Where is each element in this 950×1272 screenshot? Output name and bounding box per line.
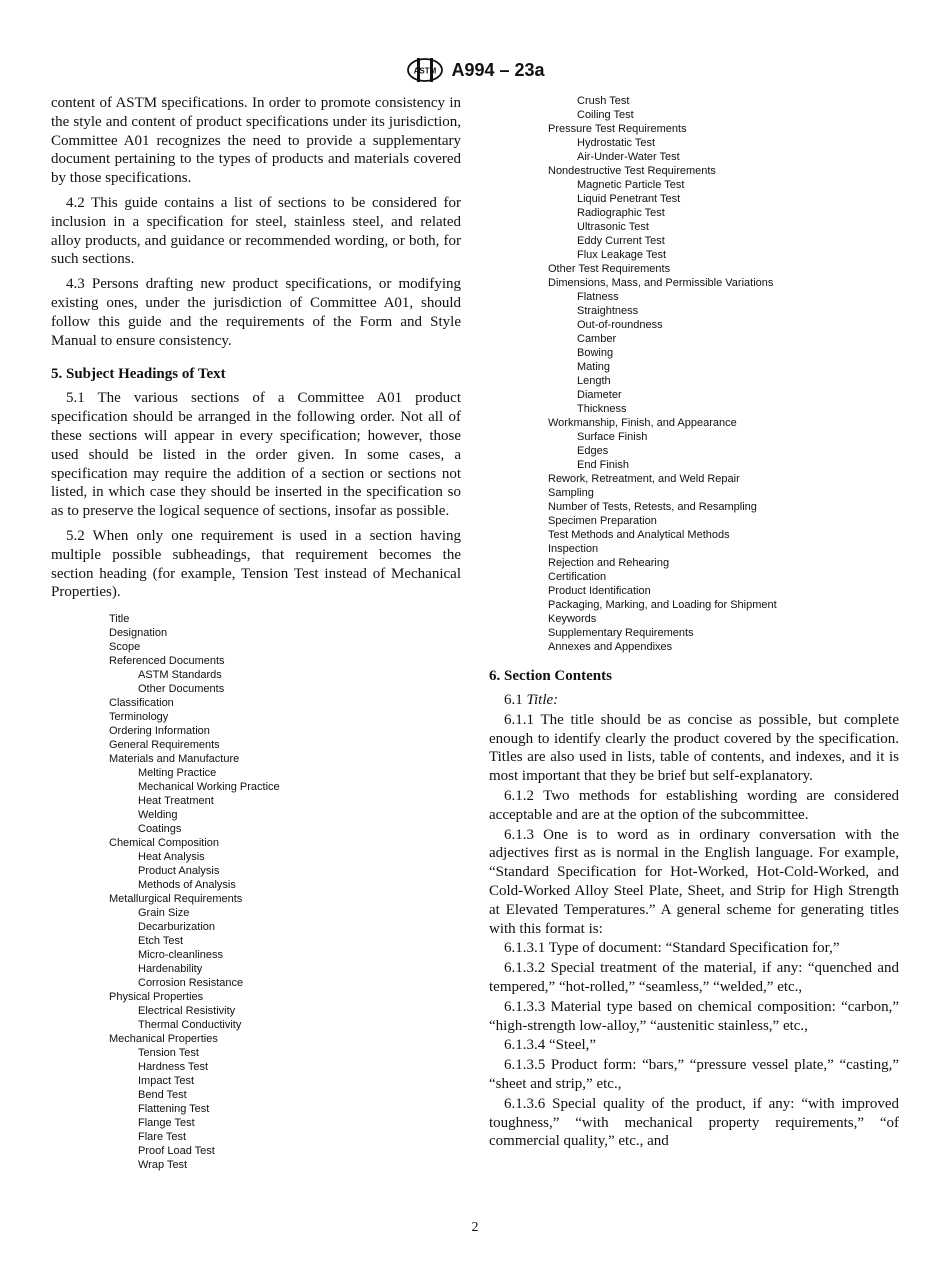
subheading-list-item: Flattening Test — [138, 1103, 210, 1116]
heading-list-item: Other Test Requirements — [548, 263, 671, 275]
subheading-list-item: Methods of Analysis — [138, 879, 236, 892]
heading-list-item: Mechanical Properties — [109, 1033, 218, 1046]
subheading-list-item: Welding — [138, 809, 178, 822]
subheading-list-item: Corrosion Resistance — [138, 977, 244, 990]
paragraph-6-1-title: Title: — [526, 692, 559, 708]
subheading-list-item: Proof Load Test — [138, 1145, 215, 1158]
right-column — [489, 94, 899, 1152]
heading-list-item: Product Identification — [548, 585, 651, 597]
subheading-list-item: Melting Practice — [138, 767, 217, 780]
subheading-list-item: Etch Test — [138, 935, 184, 948]
paragraph-6-1-3-5: 6.1.3.5 Product form: “bars,” “pressure vessel plate,” “casting,” “sheet and strip,” etc., — [489, 1057, 899, 1092]
subheading-list-item: Bowing — [577, 347, 614, 359]
paragraph-6-1 — [489, 691, 899, 710]
subheading-list-item: Mechanical Working Practice — [138, 781, 280, 794]
heading-list-item: Annexes and Appendixes — [548, 641, 673, 653]
subheading-list-item: Edges — [577, 445, 609, 457]
subheading-list-item: Mating — [577, 361, 611, 373]
heading-list-item: Classification — [109, 697, 174, 710]
subheading-list-item: Tension Test — [138, 1047, 199, 1060]
subheading-list-item: Straightness — [577, 305, 639, 317]
subheading-list-item: Crush Test — [577, 95, 630, 107]
heading-list-item: Specimen Preparation — [548, 515, 657, 527]
subheading-list-item: Flare Test — [138, 1131, 187, 1144]
subheading-list-item: Radiographic Test — [577, 207, 665, 219]
heading-list-item: Terminology — [109, 711, 169, 724]
heading-list-item: Supplementary Requirements — [548, 627, 694, 639]
subheading-list-item: Decarburization — [138, 921, 216, 934]
heading-list-item: Materials and Manufacture — [109, 753, 240, 766]
subheading-list-item: Flux Leakage Test — [577, 249, 667, 261]
subheading-list-item: Heat Treatment — [138, 795, 214, 808]
heading-list-item: Dimensions, Mass, and Permissible Variations — [548, 277, 774, 289]
heading-list-item: Keywords — [548, 613, 597, 625]
subheading-list-item: Flange Test — [138, 1117, 195, 1130]
heading-list-item: Pressure Test Requirements — [548, 123, 687, 135]
subheading-list-item: End Finish — [577, 459, 629, 471]
subheading-list-item: Out-of-roundness — [577, 319, 663, 331]
subject-headings-list-right — [548, 94, 899, 654]
subheading-list-item: Grain Size — [138, 907, 190, 920]
paragraph-4-2: 4.2 This guide contains a list of sections to be considered for inclusion in a specification for steel, stainless steel, and related alloy products, and guidance or recommended wording, or both, for such sections. — [51, 194, 461, 268]
subheading-list-item: Camber — [577, 333, 617, 345]
subheading-list-item: Coatings — [138, 823, 182, 836]
subheading-list-item: Thermal Conductivity — [138, 1019, 242, 1032]
section-heading-6: 6. Section Contents — [489, 668, 612, 684]
paragraph-6-1-1: 6.1.1 The title should be as concise as possible, but complete enough to identify clearly the product covered by the specification. Titles are also used in lists, table of contents, and indexes, and it is most important that they be brief but self-explanatory. — [489, 711, 899, 785]
subheading-list-item: Other Documents — [138, 683, 225, 696]
subheading-list-item: Impact Test — [138, 1075, 195, 1088]
paragraph-6-1-number: 6.1 — [504, 692, 523, 708]
page-number: 2 — [471, 1220, 479, 1235]
subheading-list-item: Flatness — [577, 291, 619, 303]
paragraph-5-1: 5.1 The various sections of a Committee A01 product specification should be arranged in the following order. Not all of these sections will appear in every specification; however, those used should be listed in the order given. In some cases, a specification may require the addition of a section or sections not listed, in which case they should be inserted in the specification so as to preserve the logical sequence of sections, insofar as possible. — [51, 390, 461, 520]
subheading-list-item: Bend Test — [138, 1089, 187, 1102]
heading-list-item: Workmanship, Finish, and Appearance — [548, 417, 737, 429]
paragraph-6-1-3-2: 6.1.3.2 Special treatment of the material, if any: “quenched and tempered,” “hot-rolled,” “seamless,” “welded,” etc., — [489, 960, 899, 995]
paragraph-6-1-3-1: 6.1.3.1 Type of document: “Standard Specification for,” — [504, 940, 840, 957]
heading-list-item: Scope — [109, 641, 141, 654]
heading-list-item: Sampling — [548, 487, 594, 499]
heading-list-item: Metallurgical Requirements — [109, 893, 243, 906]
heading-list-item: General Requirements — [109, 739, 220, 752]
left-column — [51, 94, 461, 1172]
subheading-list-item: Product Analysis — [138, 865, 220, 878]
subheading-list-item: Thickness — [577, 403, 627, 415]
paragraph-6-1-3: 6.1.3 One is to word as in ordinary conversation with the adjectives first as is normal in the English language. For example, “Standard Specification for Hot-Worked, Hot-Cold-Worked, and Cold-Worked Alloy Steel Plate, Sheet, and Strip for High Strength at Elevated Temperatures.” A general scheme for generating titles with this format is: — [489, 826, 899, 937]
heading-list-item: Packaging, Marking, and Loading for Shipment — [548, 599, 777, 611]
heading-list-item: Test Methods and Analytical Methods — [548, 529, 730, 541]
heading-list-item: Chemical Composition — [109, 837, 220, 850]
paragraph-6-1-3-3: 6.1.3.3 Material type based on chemical composition: “carbon,” “high-strength low-alloy,” “austenitic stainless,” etc., — [489, 998, 899, 1034]
heading-list-item: Number of Tests, Retests, and Resampling — [548, 501, 757, 513]
subheading-list-item: Electrical Resistivity — [138, 1005, 236, 1018]
paragraph-6-1-2: 6.1.2 Two methods for establishing wording are considered acceptable and are at the option of the subcommittee. — [489, 787, 899, 823]
subheading-list-item: Surface Finish — [577, 431, 648, 443]
astm-logo — [405, 56, 445, 84]
paragraph-4-3: 4.3 Persons drafting new product specifications, or modifying existing ones, under the jurisdiction of Committee A01, should follow this guide and the requirements of the Form and Style Manual to ensure consistency. — [51, 276, 461, 349]
subheading-list-item: Air-Under-Water Test — [577, 151, 680, 163]
subheading-list-item: Diameter — [577, 389, 622, 401]
subheading-list-item: Eddy Current Test — [577, 235, 665, 247]
subheading-list-item: Hardenability — [138, 963, 203, 976]
heading-list-item: Certification — [548, 571, 607, 583]
subheading-list-item: Liquid Penetrant Test — [577, 193, 681, 205]
paragraph-6-1-3-4: 6.1.3.4 “Steel,” — [504, 1037, 597, 1054]
paragraph-6-1-3-6: 6.1.3.6 Special quality of the product, if any: “with improved toughness,” “with mechanical property requirements,” “of commercial quality,” etc., and — [489, 1095, 899, 1150]
document-designation: A994 – 23a — [451, 59, 545, 80]
subheading-list-item: Wrap Test — [138, 1159, 188, 1172]
heading-list-item: Inspection — [548, 543, 599, 555]
subheading-list-item: Heat Analysis — [138, 851, 205, 864]
subheading-list-item: Coiling Test — [577, 109, 634, 121]
page-header — [0, 55, 950, 85]
astm-logo-text: ASTM — [414, 66, 437, 76]
heading-list-item: Rework, Retreatment, and Weld Repair — [548, 473, 740, 485]
subject-headings-list-left — [109, 612, 461, 1172]
heading-list-item: Physical Properties — [109, 991, 204, 1004]
heading-list-item: Nondestructive Test Requirements — [548, 165, 716, 177]
paragraph-4-1-continued: content of ASTM specifications. In order to promote consistency in the style and content of product specifications under its jurisdiction, Committee A01 recognizes the need to provide a supplementary document pertaining to the types of products and materials covered by those specifications. — [51, 95, 461, 187]
subheading-list-item: Hardness Test — [138, 1061, 209, 1074]
subheading-list-item: Magnetic Particle Test — [577, 179, 685, 191]
subheading-list-item: Micro-cleanliness — [138, 949, 223, 962]
subheading-list-item: ASTM Standards — [138, 669, 222, 682]
heading-list-item: Title — [109, 613, 130, 626]
heading-list-item: Referenced Documents — [109, 655, 225, 668]
subheading-list-item: Hydrostatic Test — [577, 137, 656, 149]
heading-list-item: Rejection and Rehearing — [548, 557, 670, 569]
heading-list-item: Designation — [109, 627, 168, 640]
subheading-list-item: Ultrasonic Test — [577, 221, 649, 233]
heading-list-item: Ordering Information — [109, 725, 210, 738]
paragraph-5-2: 5.2 When only one requirement is used in a section having multiple possible subheadings, that requirement becomes the section heading (for example, Tension Test instead of Mechanical Properties). — [51, 527, 461, 601]
section-heading-5: 5. Subject Headings of Text — [51, 366, 226, 383]
subheading-list-item: Length — [577, 375, 611, 387]
